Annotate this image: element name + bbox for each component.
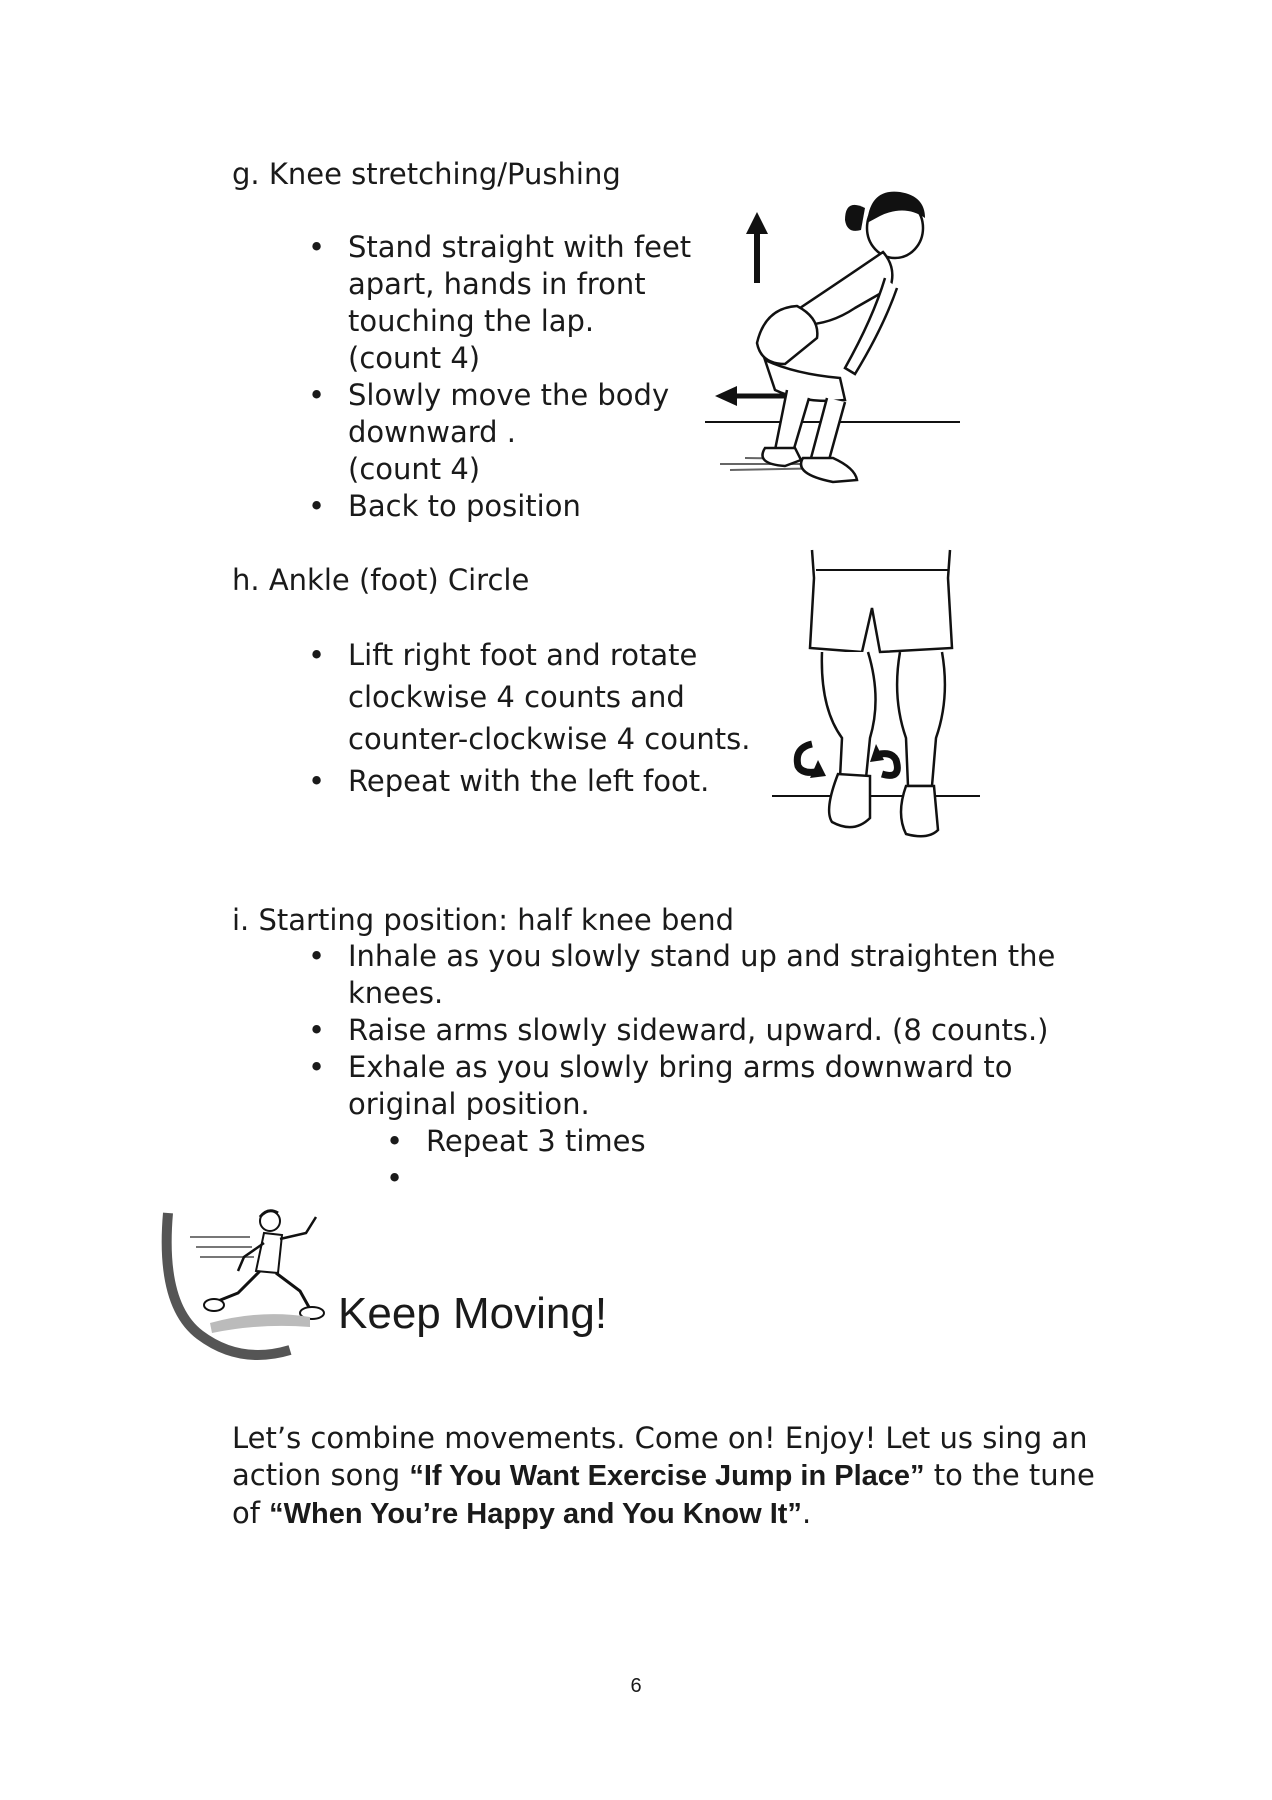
bullet-dot: • bbox=[386, 1124, 404, 1158]
list-item: • Inhale as you slowly stand up and straighten the knees. bbox=[308, 939, 1056, 1010]
bullet-dot: • bbox=[308, 638, 326, 672]
runner-icon bbox=[160, 1205, 360, 1365]
keep-moving-banner bbox=[160, 1205, 608, 1365]
bullet-dot: • bbox=[308, 764, 326, 798]
list-item: • Back to position bbox=[308, 489, 581, 523]
tune-title: “When You’re Happy and You Know It” bbox=[269, 1498, 802, 1530]
list-item: • Lift right foot and rotate clockwise 4 counts and counter-clockwise 4 counts. bbox=[308, 634, 750, 760]
bullet-dot: • bbox=[386, 1161, 404, 1195]
song-title: “If You Want Exercise Jump in Place” bbox=[409, 1460, 925, 1492]
keep-moving-label: Keep Moving! bbox=[338, 1289, 608, 1338]
section-g-heading: g. Knee stretching/Pushing bbox=[232, 157, 621, 191]
knee-stretch-illustration bbox=[705, 168, 965, 508]
bullet-dot: • bbox=[308, 1013, 326, 1047]
list-item: • Exhale as you slowly bring arms downward to original position. bbox=[308, 1050, 1013, 1121]
list-item: • Stand straight with feet apart, hands in front touching the lap. (count 4) bbox=[308, 230, 692, 375]
section-h-heading: h. Ankle (foot) Circle bbox=[232, 563, 530, 597]
list-item: • Raise arms slowly sideward, upward. (8 counts.) bbox=[308, 1013, 1049, 1047]
list-item bbox=[386, 1160, 646, 1197]
list-item: • Repeat 3 times bbox=[386, 1124, 646, 1158]
ankle-circle-illustration bbox=[772, 548, 982, 848]
bullet-dot: • bbox=[308, 378, 326, 412]
list-item: • Slowly move the body downward . (count 4) bbox=[308, 378, 670, 486]
bullet-dot: • bbox=[308, 1050, 326, 1084]
closing-paragraph: Let’s combine movements. Come on! Enjoy! Let us sing an action song “If You Want Exercise Jump in Place” to the tune of “When You’re Happy and You Know It”. bbox=[232, 1421, 1095, 1530]
section-i-heading: i. Starting position: half knee bend bbox=[232, 903, 735, 937]
section-h-list bbox=[308, 634, 750, 802]
page-number: 6 bbox=[630, 1675, 642, 1697]
bullet-dot: • bbox=[308, 939, 326, 973]
bullet-dot: • bbox=[308, 230, 326, 264]
section-g-list bbox=[308, 229, 691, 525]
section-i-list bbox=[308, 938, 1055, 1123]
bullet-dot: • bbox=[308, 489, 326, 523]
list-item: • Repeat with the left foot. bbox=[308, 760, 750, 802]
section-i-sub-list bbox=[386, 1123, 646, 1197]
